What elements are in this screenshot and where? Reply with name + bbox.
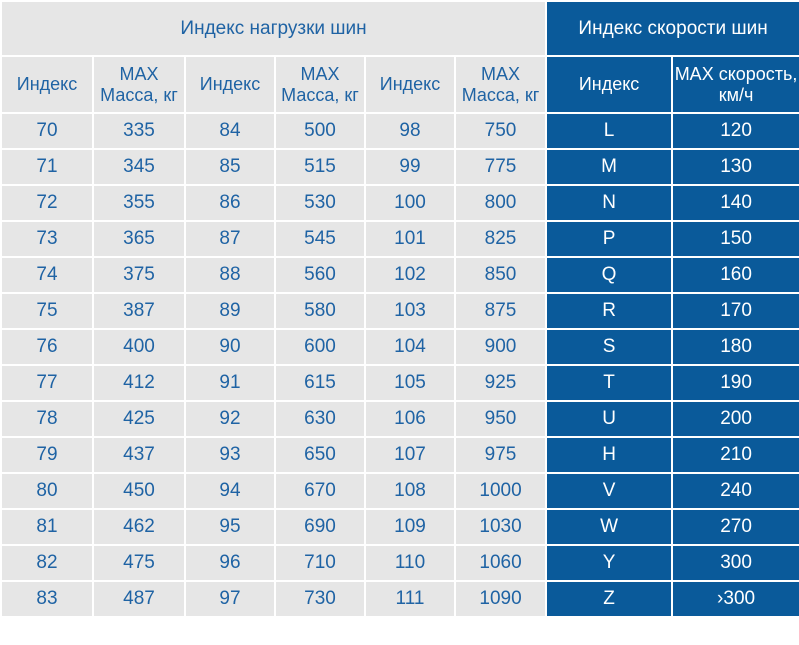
max-mass-cell: 730 [275, 581, 365, 617]
col-header-index-2 [185, 56, 275, 113]
max-mass-cell: 710 [275, 545, 365, 581]
max-mass-cell: 487 [93, 581, 185, 617]
load-index-cell: 71 [1, 149, 93, 185]
max-mass-cell: 335 [93, 113, 185, 149]
load-index-cell: 96 [185, 545, 275, 581]
load-index-cell: 86 [185, 185, 275, 221]
load-index-cell: 98 [365, 113, 455, 149]
table-row [1, 401, 799, 437]
max-mass-cell: 425 [93, 401, 185, 437]
speed-unit-label: км/ч [718, 84, 754, 105]
max-mass-cell: 630 [275, 401, 365, 437]
load-index-cell: 91 [185, 365, 275, 401]
max-speed-cell: 210 [672, 437, 799, 473]
max-mass-cell: 530 [275, 185, 365, 221]
table-row [1, 509, 799, 545]
mass-label: Масса, кг [281, 84, 359, 105]
speed-index-cell: M [546, 149, 672, 185]
max-label: MAX [300, 63, 340, 84]
speed-index-title: Индекс скорости шин [546, 1, 799, 56]
load-index-cell: 83 [1, 581, 93, 617]
max-speed-cell: 200 [672, 401, 799, 437]
load-index-cell: 89 [185, 293, 275, 329]
max-mass-cell: 900 [455, 329, 546, 365]
load-index-cell: 93 [185, 437, 275, 473]
max-speed-cell: ›300 [672, 581, 799, 617]
max-mass-cell: 825 [455, 221, 546, 257]
speed-index-cell: V [546, 473, 672, 509]
load-index-cell: 110 [365, 545, 455, 581]
load-index-cell: 87 [185, 221, 275, 257]
load-index-cell: 82 [1, 545, 93, 581]
max-label: MAX [481, 63, 521, 84]
load-index-cell: 102 [365, 257, 455, 293]
table-row [1, 149, 799, 185]
max-mass-cell: 670 [275, 473, 365, 509]
col-header-speed-index [546, 56, 672, 113]
max-mass-cell: 875 [455, 293, 546, 329]
table-row [1, 113, 799, 149]
load-index-cell: 109 [365, 509, 455, 545]
max-mass-cell: 475 [93, 545, 185, 581]
max-speed-cell: 160 [672, 257, 799, 293]
max-speed-cell: 270 [672, 509, 799, 545]
index-label: Индекс [16, 74, 78, 94]
max-mass-cell: 775 [455, 149, 546, 185]
max-mass-cell: 1030 [455, 509, 546, 545]
load-index-cell: 76 [1, 329, 93, 365]
max-mass-cell: 412 [93, 365, 185, 401]
speed-index-cell: T [546, 365, 672, 401]
table-row [1, 545, 799, 581]
max-speed-label: MAX скорость, [674, 63, 798, 84]
speed-index-cell: H [546, 437, 672, 473]
speed-index-cell: L [546, 113, 672, 149]
speed-index-cell: Y [546, 545, 672, 581]
load-index-cell: 94 [185, 473, 275, 509]
load-index-cell: 95 [185, 509, 275, 545]
speed-index-cell: R [546, 293, 672, 329]
col-header-max-mass-3 [455, 56, 546, 113]
load-index-cell: 100 [365, 185, 455, 221]
col-header-max-mass-2 [275, 56, 365, 113]
load-index-cell: 108 [365, 473, 455, 509]
load-index-cell: 74 [1, 257, 93, 293]
max-mass-cell: 515 [275, 149, 365, 185]
max-speed-cell: 300 [672, 545, 799, 581]
load-index-cell: 99 [365, 149, 455, 185]
speed-index-cell: S [546, 329, 672, 365]
max-mass-cell: 387 [93, 293, 185, 329]
load-index-cell: 77 [1, 365, 93, 401]
table-row [1, 365, 799, 401]
speed-index-cell: N [546, 185, 672, 221]
max-mass-cell: 500 [275, 113, 365, 149]
col-header-index-3 [365, 56, 455, 113]
max-mass-cell: 1000 [455, 473, 546, 509]
max-label: MAX [119, 63, 159, 84]
load-index-cell: 105 [365, 365, 455, 401]
max-mass-cell: 690 [275, 509, 365, 545]
max-mass-cell: 345 [93, 149, 185, 185]
max-mass-cell: 437 [93, 437, 185, 473]
table-row [1, 581, 799, 617]
load-index-cell: 75 [1, 293, 93, 329]
max-mass-cell: 560 [275, 257, 365, 293]
max-speed-cell: 190 [672, 365, 799, 401]
load-index-cell: 107 [365, 437, 455, 473]
load-index-cell: 97 [185, 581, 275, 617]
max-mass-cell: 850 [455, 257, 546, 293]
index-label: Индекс [199, 74, 261, 94]
table-row [1, 293, 799, 329]
load-index-cell: 103 [365, 293, 455, 329]
speed-index-cell: P [546, 221, 672, 257]
max-mass-cell: 975 [455, 437, 546, 473]
max-mass-cell: 450 [93, 473, 185, 509]
max-speed-cell: 240 [672, 473, 799, 509]
load-index-cell: 84 [185, 113, 275, 149]
index-label: Индекс [379, 74, 441, 94]
max-speed-cell: 120 [672, 113, 799, 149]
max-mass-cell: 1090 [455, 581, 546, 617]
max-speed-cell: 140 [672, 185, 799, 221]
speed-index-cell: U [546, 401, 672, 437]
load-index-title: Индекс нагрузки шин [1, 1, 546, 56]
load-index-cell: 72 [1, 185, 93, 221]
max-mass-cell: 950 [455, 401, 546, 437]
column-header-row [1, 56, 799, 113]
max-mass-cell: 365 [93, 221, 185, 257]
load-index-cell: 88 [185, 257, 275, 293]
load-index-cell: 104 [365, 329, 455, 365]
load-index-cell: 85 [185, 149, 275, 185]
table-row [1, 221, 799, 257]
load-index-cell: 81 [1, 509, 93, 545]
max-mass-cell: 545 [275, 221, 365, 257]
table-row [1, 257, 799, 293]
table-row [1, 437, 799, 473]
max-speed-cell: 170 [672, 293, 799, 329]
index-label: Индекс [578, 74, 640, 94]
max-mass-cell: 355 [93, 185, 185, 221]
load-index-cell: 101 [365, 221, 455, 257]
max-mass-cell: 925 [455, 365, 546, 401]
max-mass-cell: 650 [275, 437, 365, 473]
table-row [1, 473, 799, 509]
speed-index-cell: Z [546, 581, 672, 617]
max-mass-cell: 600 [275, 329, 365, 365]
col-header-max-mass-1 [93, 56, 185, 113]
load-index-cell: 78 [1, 401, 93, 437]
max-mass-cell: 462 [93, 509, 185, 545]
table-row [1, 329, 799, 365]
max-mass-cell: 615 [275, 365, 365, 401]
col-header-max-speed [672, 56, 799, 113]
max-mass-cell: 400 [93, 329, 185, 365]
max-speed-cell: 180 [672, 329, 799, 365]
col-header-index-1 [1, 56, 93, 113]
table-row [1, 185, 799, 221]
mass-label: Масса, кг [461, 84, 540, 105]
load-index-cell: 80 [1, 473, 93, 509]
load-index-cell: 73 [1, 221, 93, 257]
mass-label: Масса, кг [100, 84, 178, 105]
max-speed-cell: 130 [672, 149, 799, 185]
speed-index-cell: W [546, 509, 672, 545]
load-index-cell: 111 [365, 581, 455, 617]
speed-index-cell: Q [546, 257, 672, 293]
load-index-cell: 70 [1, 113, 93, 149]
max-mass-cell: 375 [93, 257, 185, 293]
max-mass-cell: 1060 [455, 545, 546, 581]
table-body [1, 113, 799, 617]
max-mass-cell: 750 [455, 113, 546, 149]
load-index-cell: 92 [185, 401, 275, 437]
max-speed-cell: 150 [672, 221, 799, 257]
load-index-cell: 106 [365, 401, 455, 437]
load-index-cell: 79 [1, 437, 93, 473]
max-mass-cell: 800 [455, 185, 546, 221]
load-index-cell: 90 [185, 329, 275, 365]
max-mass-cell: 580 [275, 293, 365, 329]
title-row [1, 1, 799, 56]
